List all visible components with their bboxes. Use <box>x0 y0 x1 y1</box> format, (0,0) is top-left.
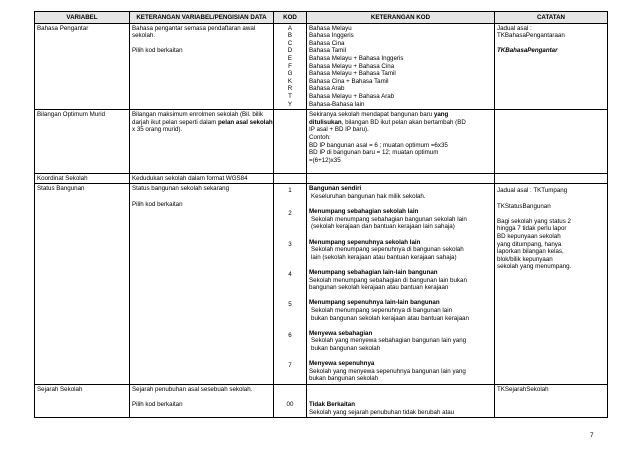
table-row <box>35 384 608 417</box>
code-list: A B C D E F G K R T Y <box>274 23 307 110</box>
variable-description: Bilangan maksimum enrolmen sekolah (Bil. bilik darjah ikut pelan seperti dalam pelan asal sekolah x 35 orang murid). <box>130 110 274 174</box>
code-description: Sekiranya sekolah mendapat bangunan baru yang ditulisukan, bilangan BD ikut pelan akan bertambah (BD IP asal + BD IP baru). Contoh: BD IP bangunan asal = 6 ; muatan optimum =6x35 BD IP di bangunan baru = 12; muatan optimum =(6+12)x35 <box>307 110 495 174</box>
header-catatan: CATATAN <box>495 12 608 24</box>
code-description-list: Bangunan sendiri Keseluruhan bangunan hak milik sekolah. Menumpang sebahagian sekolah lain Sekolah menumpang sebahagian bangunan sekolah lain (sekolah kerajaan dan bantuan kerajaan lain sahaja) Menumpang sepenuhnya sekolah lain Sekolah menumpang sepenuhnya di bangunan sekolah lain (sekolah kerajaan atau bantuan kerajaan sahaja) Menumpang sebahagian lain-lain bangunan Sekolah menumpang sebahagian di bangunan lain bukan bangunan sekolah kerajaan atau bantuan kerajaan Menumpang sepenuhnya lain-lain bangunan Sekolah menumpang sepenuhnya di bangunan lain bukan bangunan sekolah kerajaan atau bantuan kerajaan Menyewa sebahagian Sekolah yang menyewa sebahagian bangunan lain yang bukan bangunan sekolah Menyewa sepenuhnya Sekolah yang menyewa sepenuhnya bangunan lain yang bukan bangunan sekolah <box>307 184 495 384</box>
code-description: Tidak Berkaitan Sekolah yang sejarah penubuhan tidak berubah atau <box>307 384 495 417</box>
variable-name: Sejarah Sekolah <box>35 384 130 417</box>
code-description-list: Bahasa Melayu Bahasa Inggeris Bahasa Cina Bahasa Tamil Bahasa Melayu + Bahasa Inggeris Bahasa Melayu + Bahasa Cina Bahasa Melayu + Bahasa Tamil Bahasa Cina + Bahasa Tamil Bahasa Arab Bahasa Melayu + Bahasa Arab Bahasa-Bahasa lain <box>307 23 495 110</box>
note-cell: Jadual asal : TKBahasaPengantaraan TKBahasaPengantar <box>495 23 608 110</box>
header-keterangan: KETERANGAN VARIABEL/PENGISIAN DATA <box>130 12 274 24</box>
header-kod: KOD <box>274 12 307 24</box>
variable-name: Bahasa Pengantar <box>35 23 130 110</box>
variable-name: Bilangan Optimum Murid <box>35 110 130 174</box>
table-row <box>35 110 608 174</box>
code-description <box>307 173 495 184</box>
variable-table <box>34 11 608 418</box>
table-row <box>35 184 608 384</box>
variable-name: Status Bangunan <box>35 184 130 384</box>
variable-name: Koordinat Sekolah <box>35 173 130 184</box>
code-cell: 00 <box>274 384 307 417</box>
table-row <box>35 173 608 184</box>
code-cell <box>274 173 307 184</box>
table-row <box>35 23 608 110</box>
header-variabel: VARIABEL <box>35 12 130 24</box>
note-cell <box>495 110 608 174</box>
variable-description: Sejarah penubuhan asal sesebuah sekolah. Pilih kod berkaitan <box>130 384 274 417</box>
header-row <box>35 12 608 24</box>
header-keterangan-kod: KETERANGAN KOD <box>307 12 495 24</box>
note-cell: Jadual asal : TKTumpang TKStatusBangunan Bagi sekolah yang status 2 hingga 7 tidak perlu lapor BD kepunyaan sekolah yang ditumpang, hanya laporkan bilangan kelas, blok/bilik kepunyaan sekolah yang menumpang. <box>495 184 608 384</box>
note-cell <box>495 173 608 184</box>
variable-description: Bahasa pengantar semasa pendaftaran awal sekolah. Pilih kod berkaitan <box>130 23 274 110</box>
code-list: 1 2 3 4 5 6 7 <box>274 184 307 384</box>
page-number: 7 <box>590 432 594 439</box>
variable-description: Kedudukan sekolah dalam format WGS84 <box>130 173 274 184</box>
code-cell <box>274 110 307 174</box>
note-cell: TKSejarahSekolah <box>495 384 608 417</box>
variable-description: Status bangunan sekolah sekarang Pilih kod berkaitan <box>130 184 274 384</box>
